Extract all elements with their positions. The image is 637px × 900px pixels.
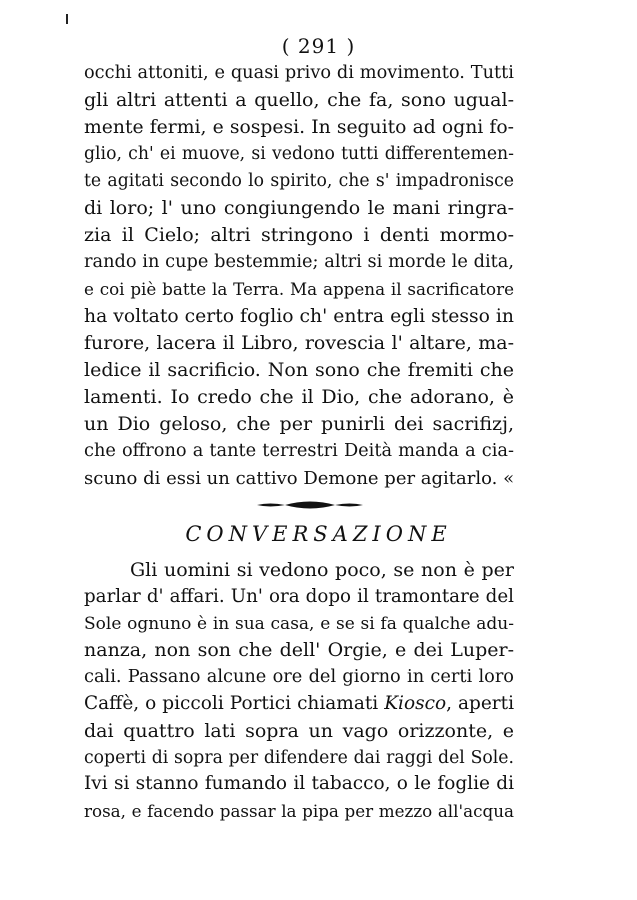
text-line: scuno di essi un cattivo Demone per agitarlo. « <box>84 468 515 489</box>
section-title: CONVERSAZIONE <box>185 522 452 546</box>
text-line: cali. Passano alcune ore del giorno in certi loro <box>84 667 514 688</box>
text-line: nanza, non son che dell' Orgie, e dei Luper- <box>84 639 514 662</box>
text-line: e coi piè batte la Terra. Ma appena il sacrificatore <box>84 279 514 299</box>
text-line: rando in cupe bestemmie; altri si morde le dita, <box>84 252 514 272</box>
text-line: lamenti. Io credo che il Dio, che adorano, è <box>84 386 514 408</box>
page-number: ( 291 ) <box>281 34 356 58</box>
text-line: mente fermi, e sospesi. In seguito ad ogni fo- <box>84 117 514 138</box>
text-line: un Dio geloso, che per punirli dei sacrifizj, <box>84 413 514 435</box>
ornament-divider <box>255 496 365 514</box>
text-line-mixed <box>84 691 514 718</box>
text-line: gli altri attenti a quello, che fa, sono ugual- <box>84 89 514 111</box>
text-line: glio, ch' ei muove, si vedono tutti differentemen- <box>84 144 514 164</box>
text-line: zia il Cielo; altri stringono i denti mormo- <box>84 224 514 246</box>
text-line: rosa, e facendo passar la pipa per mezzo all'acqua <box>84 801 514 822</box>
text-segment: , aperti <box>446 692 514 714</box>
paragraph-conversazione <box>84 557 514 825</box>
text-line: Ivi si stanno fumando il tabacco, o le foglie di <box>84 773 514 795</box>
text-line: parlar d' affari. Un' ora dopo il tramontare del <box>84 585 514 607</box>
italic-term: Kiosco <box>384 692 447 714</box>
paragraph-continued <box>84 60 514 492</box>
text-line: Gli uomini si vedono poco, se non è per <box>130 559 514 581</box>
text-segment: Caffè, o piccoli Portici chiamati <box>84 692 385 714</box>
text-line: Sole ognuno è in sua casa, e se si fa qualche adu- <box>84 613 514 634</box>
text-line: te agitati secondo lo spirito, che s' impadronisce <box>84 171 514 191</box>
text-line: dai quattro lati sopra un vago orizzonte, e <box>84 719 514 742</box>
text-line: di loro; l' uno congiungendo le mani ringra- <box>84 197 514 219</box>
text-line: ledice il sacrificio. Non sono che fremiti che <box>84 359 514 381</box>
text-line: furore, lacera il Libro, rovescia l' altare, ma- <box>84 332 514 354</box>
text-line: che offrono a tante terrestri Deità manda a cia- <box>84 441 514 461</box>
text-line: ha voltato certo foglio ch' entra egli stesso in <box>84 306 514 327</box>
text-line: occhi attoniti, e quasi privo di movimento. Tutti <box>84 63 514 83</box>
margin-mark <box>66 14 68 24</box>
text-line: coperti di sopra per difendere dai raggi del Sole. <box>84 747 514 768</box>
